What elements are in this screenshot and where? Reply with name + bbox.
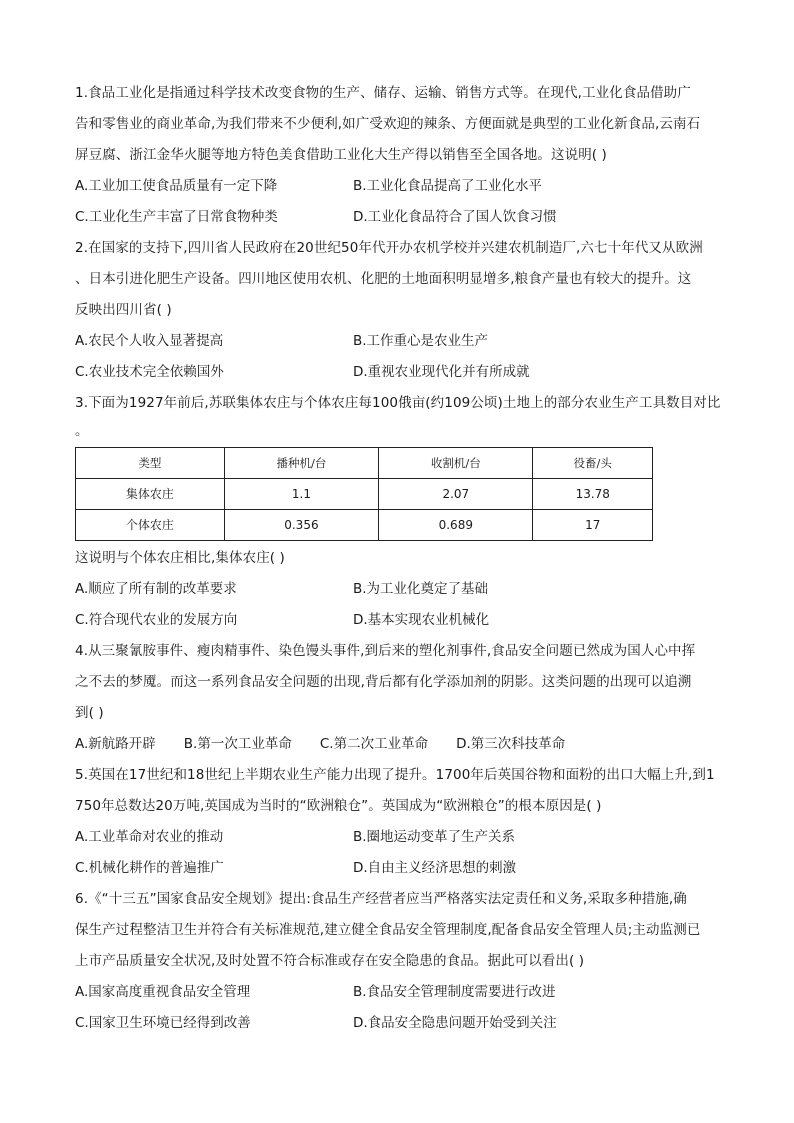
option-b[interactable]: B.圈地运动变革了生产关系	[353, 829, 516, 845]
table-row	[76, 479, 653, 510]
option-c[interactable]: C.符合现代农业的发展方向	[75, 612, 238, 628]
option-d[interactable]: D.第三次科技革命	[456, 736, 566, 752]
table-header-cell: 播种机/台	[224, 448, 378, 479]
option-c[interactable]: C.国家卫生环境已经得到改善	[75, 1015, 251, 1031]
table-cell: 集体农庄	[76, 479, 225, 510]
question-text-line: 4.从三聚氰胺事件、瘦肉精事件、染色馒头事件,到后来的塑化剂事件,食品安全问题已然成为国人心中挥	[75, 643, 696, 659]
option-a[interactable]: A.新航路开辟	[75, 736, 156, 752]
question-text-line: 到( )	[75, 705, 104, 721]
question-text-line: 告和零售业的商业革命,为我们带来不少便利,如广受欢迎的辣条、方便面就是典型的工业化新食品,云南石	[75, 116, 701, 132]
option-a[interactable]: A.工业革命对农业的推动	[75, 829, 224, 845]
question-5	[75, 760, 725, 884]
question-text-line: 屏豆腐、浙江金华火腿等地方特色美食借助工业化大生产得以销售至全国各地。这说明( )	[75, 147, 607, 163]
option-b[interactable]: B.食品安全管理制度需要进行改进	[353, 984, 556, 1000]
options-grid	[75, 977, 725, 1039]
exam-page	[75, 78, 725, 1039]
comparison-table	[75, 447, 653, 541]
option-c[interactable]: C.工业化生产丰富了日常食物种类	[75, 209, 278, 225]
question-text-line: 保生产过程整洁卫生并符合有关标准规范,建立健全食品安全管理制度,配备食品安全管理人员;主动监测已	[75, 922, 701, 938]
options-grid	[75, 326, 725, 388]
question-4	[75, 636, 725, 760]
question-text-line: 3.下面为1927年前后,苏联集体农庄与个体农庄每100俄亩(约109公顷)土地上的部分农业生产工具数目对比	[75, 395, 721, 411]
option-a[interactable]: A.顺应了所有制的改革要求	[75, 581, 237, 597]
option-d[interactable]: D.工业化食品符合了国人饮食习惯	[353, 209, 557, 225]
question-3	[75, 388, 725, 636]
question-2	[75, 233, 725, 388]
table-header-row	[76, 448, 653, 479]
table-cell: 0.356	[224, 510, 378, 541]
table-cell: 13.78	[533, 479, 653, 510]
question-text-line: 1.食品工业化是指通过科学技术改变食物的生产、储存、运输、销售方式等。在现代,工业化食品借助广	[75, 85, 691, 101]
option-a[interactable]: A.国家高度重视食品安全管理	[75, 984, 251, 1000]
question-text-line: 6.《“十三五”国家食品安全规划》提出:食品生产经营者应当严格落实法定责任和义务,采取多种措施,确	[75, 891, 687, 907]
question-text-line: 。	[75, 423, 89, 439]
option-a[interactable]: A.工业加工使食品质量有一定下降	[75, 178, 278, 194]
question-text-line: 之不去的梦魇。而这一系列食品安全问题的出现,背后都有化学添加剂的阴影。这类问题的出现可以追溯	[75, 674, 692, 690]
option-b[interactable]: B.为工业化奠定了基础	[353, 581, 489, 597]
question-6	[75, 884, 725, 1039]
option-b[interactable]: B.工作重心是农业生产	[353, 333, 489, 349]
question-text-line: 750年总数达20万吨,英国成为当时的“欧洲粮仓”。英国成为“欧洲粮仓”的根本原因是( )	[75, 798, 602, 814]
table-header-cell: 收割机/台	[379, 448, 533, 479]
option-b[interactable]: B.工业化食品提高了工业化水平	[353, 178, 543, 194]
question-text-line: 反映出四川省( )	[75, 302, 172, 318]
option-a[interactable]: A.农民个人收入显著提高	[75, 333, 224, 349]
table-cell: 17	[533, 510, 653, 541]
table-header-cell: 役畜/头	[533, 448, 653, 479]
table-header-cell: 类型	[76, 448, 225, 479]
option-d[interactable]: D.自由主义经济思想的刺激	[353, 860, 517, 876]
table-row	[76, 510, 653, 541]
question-text-line: 上市产品质量安全状况,及时处置不符合标准或存在安全隐患的食品。据此可以看出( )	[75, 953, 585, 969]
question-text-line: 2.在国家的支持下,四川省人民政府在20世纪50年代开办农机学校并兴建农机制造厂,六七十年代又从欧洲	[75, 240, 703, 256]
option-b[interactable]: B.第一次工业革命	[183, 736, 292, 752]
table-cell: 2.07	[379, 479, 533, 510]
table-cell: 0.689	[379, 510, 533, 541]
option-d[interactable]: D.重视农业现代化并有所成就	[353, 364, 530, 380]
table-cell: 个体农庄	[76, 510, 225, 541]
question-1	[75, 78, 725, 233]
options-grid	[75, 171, 725, 233]
options-row	[75, 729, 725, 760]
table-cell: 1.1	[224, 479, 378, 510]
question-text-line: 这说明与个体农庄相比,集体农庄( )	[75, 550, 285, 566]
option-d[interactable]: D.食品安全隐患问题开始受到关注	[353, 1015, 557, 1031]
question-text-line: 、日本引进化肥生产设备。四川地区使用农机、化肥的土地面积明显增多,粮食产量也有较大的提升。这	[75, 271, 692, 287]
option-c[interactable]: C.农业技术完全依赖国外	[75, 364, 224, 380]
options-grid	[75, 574, 725, 636]
option-d[interactable]: D.基本实现农业机械化	[353, 612, 490, 628]
options-grid	[75, 822, 725, 884]
option-c[interactable]: C.第二次工业革命	[319, 736, 429, 752]
question-text-line: 5.英国在17世纪和18世纪上半期农业生产能力出现了提升。1700年后英国谷物和面粉的出口大幅上升,到1	[75, 767, 715, 783]
option-c[interactable]: C.机械化耕作的普遍推广	[75, 860, 224, 876]
